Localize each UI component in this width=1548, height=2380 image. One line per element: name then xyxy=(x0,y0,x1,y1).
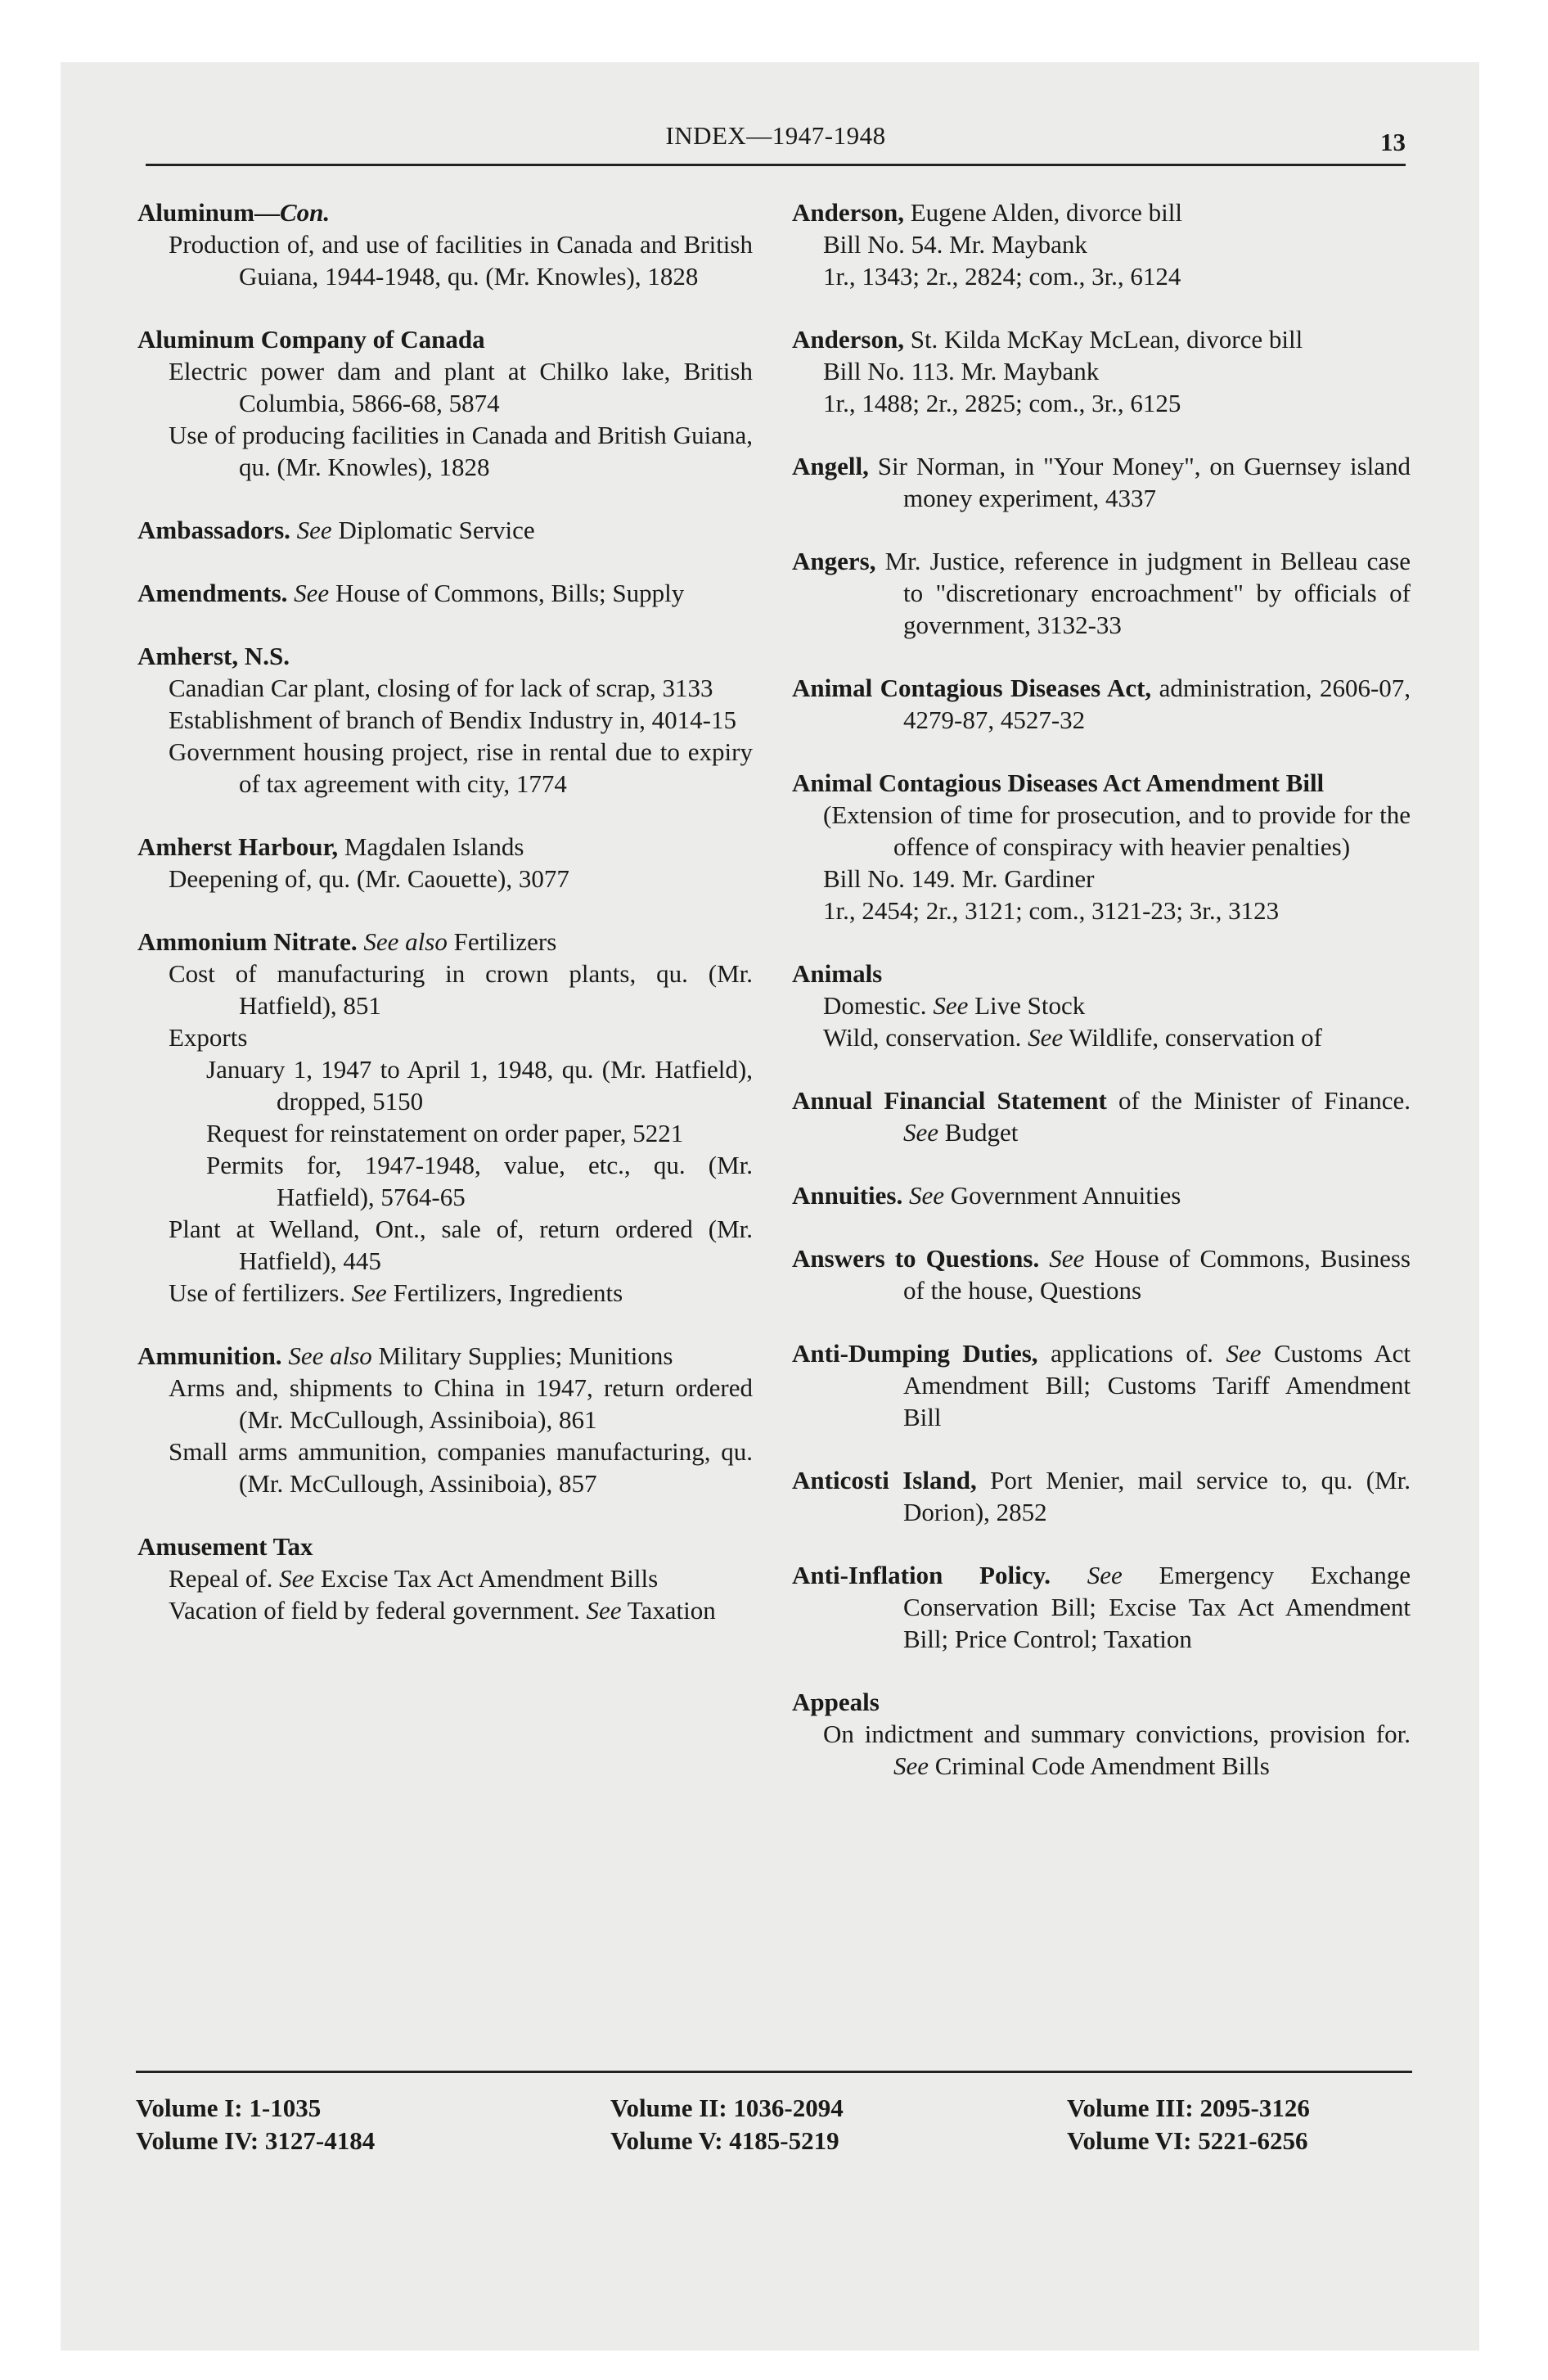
page-header xyxy=(146,121,1406,170)
entry-heading-rest: of the Minister of Finance. xyxy=(1118,1086,1411,1115)
page-number: 13 xyxy=(1380,128,1406,156)
entry-heading: Aluminum— xyxy=(137,198,280,227)
subentry xyxy=(137,1562,753,1594)
cross-reference: House of Commons, Business of the house, Questions xyxy=(903,1244,1411,1305)
see-label: See xyxy=(296,516,332,544)
subentry: 1r., 2454; 2r., 3121; com., 3121-23; 3r., 3123 xyxy=(823,896,1280,925)
index-entry xyxy=(137,323,753,483)
see-label: See xyxy=(1028,1023,1064,1052)
entry-heading: Anderson, xyxy=(792,325,904,354)
entry-heading-rest: administration, 2606-07, 4279-87, 4527-32 xyxy=(903,674,1411,734)
index-entry xyxy=(137,196,753,292)
entry-heading: Angers, xyxy=(792,547,876,575)
see-label: See xyxy=(279,1564,315,1593)
subentry: Plant at Welland, Ont., sale of, return ordered (Mr. Hatfield), 445 xyxy=(169,1215,753,1275)
see-label: See xyxy=(1087,1561,1123,1589)
entry-heading: Anticosti Island, xyxy=(792,1466,977,1494)
index-entry xyxy=(792,1242,1411,1306)
subentry: Government housing project, rise in rental due to expiry of tax agreement with city, 1774 xyxy=(169,737,753,798)
footer-column xyxy=(1067,2092,1310,2157)
subentry xyxy=(792,989,1411,1021)
cross-reference: Taxation xyxy=(627,1596,716,1625)
subentry xyxy=(792,1718,1411,1782)
see-label: See also xyxy=(363,927,448,956)
index-entry xyxy=(137,514,753,546)
entry-heading: Amherst, N.S. xyxy=(137,642,290,670)
entry-heading: Animal Contagious Diseases Act Amendment Bill xyxy=(792,769,1325,797)
entry-heading: Anti-Dumping Duties, xyxy=(792,1339,1038,1368)
subentry: Bill No. 54. Mr. Maybank xyxy=(823,230,1087,259)
index-column-left xyxy=(137,196,753,1657)
subentry: Canadian Car plant, closing of for lack of scrap, 3133 xyxy=(169,674,713,702)
cross-reference: Fertilizers, Ingredients xyxy=(393,1278,623,1307)
cross-reference: Emergency Exchange Conservation Bill; Excise Tax Act Amendment Bill; Price Control; Taxation xyxy=(903,1561,1411,1653)
entry-heading: Ambassadors. xyxy=(137,516,290,544)
entry-heading: Amherst Harbour, xyxy=(137,832,339,861)
index-entry xyxy=(137,926,753,1309)
subentry: 1r., 1343; 2r., 2824; com., 3r., 6124 xyxy=(823,262,1181,291)
entry-heading-rest: Mr. Justice, reference in judgment in Belleau case to "discretionary encroachment" by officials of government, 3132-33 xyxy=(884,547,1411,639)
cross-reference: Wildlife, conservation of xyxy=(1069,1023,1322,1052)
see-label: See xyxy=(908,1181,945,1210)
cross-reference: Criminal Code Amendment Bills xyxy=(934,1751,1270,1780)
subentry-text: Repeal of. xyxy=(169,1564,273,1593)
subentry: Bill No. 149. Mr. Gardiner xyxy=(823,864,1095,893)
entry-heading: Ammonium Nitrate. xyxy=(137,927,358,956)
subentry: Electric power dam and plant at Chilko lake, British Columbia, 5866-68, 5874 xyxy=(169,357,753,417)
volume-range: Volume VI: 5221-6256 xyxy=(1067,2126,1308,2155)
subentry xyxy=(792,1021,1411,1053)
index-entry xyxy=(792,958,1411,1053)
footer-column xyxy=(610,2092,844,2157)
subentry: Production of, and use of facilities in Canada and British Guiana, 1944-1948, qu. (Mr. Knowles), 1828 xyxy=(169,230,753,291)
subentry xyxy=(137,1277,753,1309)
entry-heading: Answers to Questions. xyxy=(792,1244,1040,1273)
subentry-text: Vacation of field by federal government. xyxy=(169,1596,580,1625)
cross-reference: Diplomatic Service xyxy=(338,516,535,544)
entry-heading: Ammunition. xyxy=(137,1341,282,1370)
index-entry xyxy=(792,1337,1411,1433)
entry-heading: Annuities. xyxy=(792,1181,903,1210)
see-label: See also xyxy=(288,1341,372,1370)
entry-heading-rest: Sir Norman, in "Your Money", on Guernsey island money experiment, 4337 xyxy=(877,452,1411,512)
volume-range: Volume III: 2095-3126 xyxy=(1067,2094,1310,2122)
entry-heading-rest: applications of. xyxy=(1051,1339,1213,1368)
see-label: See xyxy=(903,1118,939,1147)
volume-range: Volume I: 1-1035 xyxy=(136,2094,322,2122)
subentry-text: On indictment and summary convictions, provision for. xyxy=(823,1720,1411,1748)
index-entry xyxy=(792,1179,1411,1211)
see-label: See xyxy=(294,579,330,607)
index-entry xyxy=(792,1084,1411,1148)
subentry: Request for reinstatement on order paper, 5221 xyxy=(206,1119,684,1147)
subentry-text: Domestic. xyxy=(823,991,927,1020)
subentry: (Extension of time for prosecution, and to provide for the offence of conspiracy with heavier penalties) xyxy=(823,800,1411,861)
subentry: Permits for, 1947-1948, value, etc., qu. (Mr. Hatfield), 5764-65 xyxy=(206,1151,753,1211)
subentry: Establishment of branch of Bendix Industry in, 4014-15 xyxy=(169,705,736,734)
index-entry xyxy=(792,672,1411,736)
index-entry xyxy=(137,640,753,800)
entry-heading-rest: Eugene Alden, divorce bill xyxy=(910,198,1182,227)
subentry: January 1, 1947 to April 1, 1948, qu. (Mr. Hatfield), dropped, 5150 xyxy=(206,1055,753,1116)
index-entry xyxy=(792,1686,1411,1782)
entry-heading: Anti-Inflation Policy. xyxy=(792,1561,1051,1589)
footer-rule xyxy=(136,2071,1412,2073)
index-column-right xyxy=(792,196,1411,1813)
footer-column xyxy=(136,2092,375,2157)
see-label: See xyxy=(933,991,969,1020)
subentry: Arms and, shipments to China in 1947, return ordered (Mr. McCullough, Assiniboia), 861 xyxy=(169,1373,753,1434)
see-label: See xyxy=(893,1751,929,1780)
entry-heading: Animal Contagious Diseases Act, xyxy=(792,674,1152,702)
entry-heading: Anderson, xyxy=(792,198,904,227)
cross-reference: Fertilizers xyxy=(453,927,557,956)
index-entry xyxy=(792,1559,1411,1655)
cross-reference: Live Stock xyxy=(974,991,1086,1020)
index-entry xyxy=(792,545,1411,641)
volume-range: Volume II: 1036-2094 xyxy=(610,2094,844,2122)
cross-reference: House of Commons, Bills; Supply xyxy=(335,579,685,607)
cross-reference: Customs Act Amendment Bill; Customs Tariff Amendment Bill xyxy=(903,1339,1411,1431)
entry-heading: Amendments. xyxy=(137,579,288,607)
entry-heading-rest: Magdalen Islands xyxy=(344,832,524,861)
running-title: INDEX—1947-1948 xyxy=(665,121,886,150)
cross-reference: Budget xyxy=(944,1118,1019,1147)
subentry: 1r., 1488; 2r., 2825; com., 3r., 6125 xyxy=(823,389,1181,417)
index-entry xyxy=(792,323,1411,419)
entry-heading: Animals xyxy=(792,959,883,988)
see-label: See xyxy=(1226,1339,1262,1368)
subentry: Exports xyxy=(169,1023,248,1052)
index-entry xyxy=(792,196,1411,292)
index-entry xyxy=(792,767,1411,926)
subentry-text: Use of fertilizers. xyxy=(169,1278,346,1307)
index-entry xyxy=(137,1340,753,1499)
subentry: Deepening of, qu. (Mr. Caouette), 3077 xyxy=(169,864,569,893)
subentry: Bill No. 113. Mr. Maybank xyxy=(823,357,1100,385)
see-label: See xyxy=(351,1278,387,1307)
entry-heading: Appeals xyxy=(792,1688,880,1716)
index-entry xyxy=(137,831,753,895)
header-rule xyxy=(146,164,1406,166)
entry-heading-rest: Port Menier, mail service to, qu. (Mr. Dorion), 2852 xyxy=(903,1466,1411,1526)
index-entry xyxy=(137,1530,753,1626)
cross-reference: Government Annuities xyxy=(950,1181,1181,1210)
subentry xyxy=(137,1594,753,1626)
subentry: Cost of manufacturing in crown plants, qu. (Mr. Hatfield), 851 xyxy=(169,959,753,1020)
volume-range: Volume IV: 3127-4184 xyxy=(136,2126,376,2155)
entry-heading-cont: Con. xyxy=(279,198,331,227)
entry-heading: Angell, xyxy=(792,452,869,480)
entry-heading: Aluminum Company of Canada xyxy=(137,325,485,354)
index-entry xyxy=(137,577,753,609)
entry-heading: Annual Financial Statement xyxy=(792,1086,1107,1115)
subentry: Use of producing facilities in Canada and British Guiana, qu. (Mr. Knowles), 1828 xyxy=(169,421,753,481)
volume-range: Volume V: 4185-5219 xyxy=(610,2126,839,2155)
see-label: See xyxy=(1049,1244,1085,1273)
index-entry xyxy=(792,1464,1411,1528)
entry-heading-rest: St. Kilda McKay McLean, divorce bill xyxy=(910,325,1303,354)
index-entry xyxy=(792,450,1411,514)
subentry: Small arms ammunition, companies manufacturing, qu. (Mr. McCullough, Assiniboia), 857 xyxy=(169,1437,753,1498)
cross-reference: Military Supplies; Munitions xyxy=(378,1341,673,1370)
see-label: See xyxy=(586,1596,622,1625)
subentry-text: Wild, conservation. xyxy=(823,1023,1022,1052)
entry-heading: Amusement Tax xyxy=(137,1532,313,1561)
cross-reference: Excise Tax Act Amendment Bills xyxy=(320,1564,659,1593)
